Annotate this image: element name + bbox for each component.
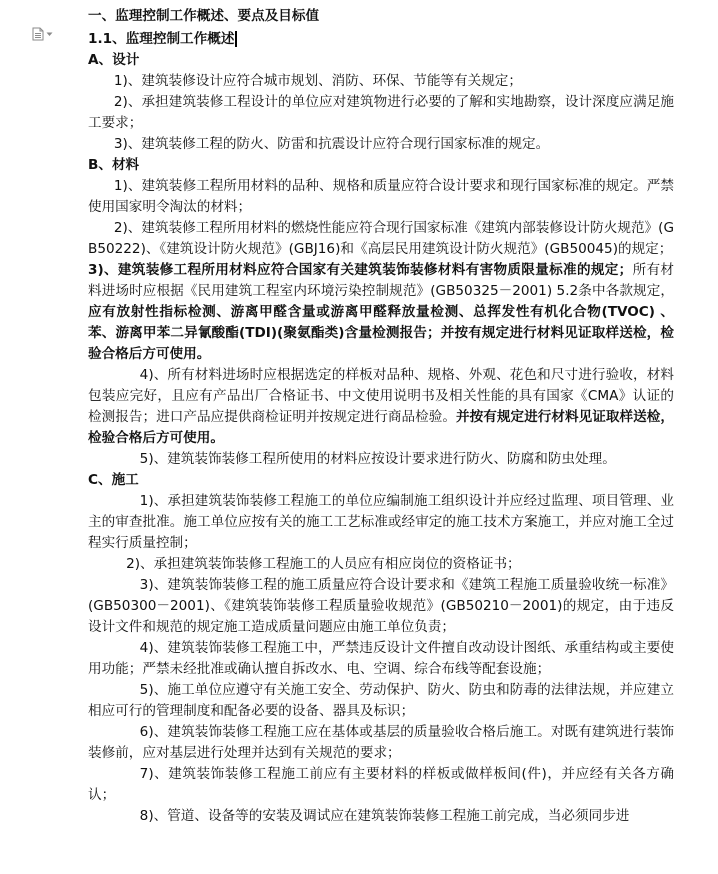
heading-2-text: 1.1、监理控制工作概述 <box>88 30 235 47</box>
page-icon <box>32 27 44 41</box>
materials-item-4 <box>88 365 674 449</box>
heading-1: 一、监理控制工作概述、要点及目标值 <box>88 8 320 24</box>
materials-item-3 <box>88 260 674 365</box>
materials-item-3-bold: 3)、建筑装修工程所用材料应符合国家有关建筑装饰装修材料有害物质限量标准的规定； <box>88 262 633 278</box>
construction-item-7: 7)、建筑装饰装修工程施工前应有主要材料的样板或做样板间(件)，并应经有关各方确认； <box>88 766 674 803</box>
construction-item-2: 2)、承担建筑装饰装修工程施工的人员应有相应岗位的资格证书； <box>126 556 521 572</box>
section-title-construction: C、施工 <box>88 472 139 488</box>
materials-item-4-text: 4)、所有材料进场时应根据选定的样板对品种、规格、外观、花色和尺寸进行验收，材料包装应完好，且应有产品出厂合格证书、中文使用说明书及相关性能的具有国家《CMA》认证的检测报告；进口产品应提供商检证明并按规定进行商品检验。 <box>88 367 674 425</box>
materials-item-5: 5)、建筑装饰装修工程所使用的材料应按设计要求进行防火、防腐和防虫处理。 <box>139 451 616 467</box>
heading-2[interactable] <box>88 28 674 50</box>
materials-item-4-bold: 并按有规定进行材料见证取样送检，检验合格后方可使用。 <box>88 409 675 446</box>
design-item-1: 1)、建筑装修设计应符合城市规划、消防、环保、节能等有关规定； <box>113 73 522 89</box>
construction-item-8: 8)、管道、设备等的安装及调试应在建筑装饰装修工程施工前完成，当必须同步进 <box>139 808 630 824</box>
document-map-icon[interactable] <box>32 27 54 41</box>
materials-item-3-bold-2: 应有放射性指标检测、游离甲醛含量或游离甲醛释放量检测、总挥发性有机化合物(TVOC) 、苯、游离甲苯二异氰酸酯(TDI)(聚氨酯类)含量检测报告；并按有规定进行材料见证取样送检，检验合格后方可使用。 <box>88 304 674 362</box>
document-page <box>88 6 674 827</box>
design-item-3: 3)、建筑装修工程的防火、防雷和抗震设计应符合现行国家标准的规定。 <box>113 136 550 152</box>
design-item-2: 2)、承担建筑装修工程设计的单位应对建筑物进行必要的了解和实地勘察，设计深度应满足施工要求； <box>88 94 674 131</box>
construction-item-4: 4)、建筑装饰装修工程施工中，严禁违反设计文件擅自改动设计图纸、承重结构或主要使用功能；严禁未经批准或确认擅自拆改水、电、空调、综合布线等配套设施； <box>88 640 674 677</box>
section-title-design: A、设计 <box>88 52 140 68</box>
construction-item-6: 6)、建筑装饰装修工程施工应在基体或基层的质量验收合格后施工。对既有建筑进行装饰装修前，应对基层进行处理并达到有关规范的要求； <box>88 724 674 761</box>
chevron-down-icon <box>46 32 53 37</box>
construction-item-1: 1)、承担建筑装饰装修工程施工的单位应编制施工组织设计并应经过监理、项目管理、业主的审查批准。施工单位应按有关的施工工艺标准或经审定的施工技术方案施工，并应对施工全过程实行质量控制； <box>88 493 674 551</box>
materials-item-2: 2)、建筑装修工程所用材料的燃烧性能应符合现行国家标准《建筑内部装修设计防火规范》(GB50222)、《建筑设计防火规范》(GBJ16)和《高层民用建筑设计防火规范》(GB50045)的规定； <box>88 220 674 257</box>
text-cursor <box>235 31 237 47</box>
construction-item-3: 3)、建筑装饰装修工程的施工质量应符合设计要求和《建筑工程施工质量验收统一标准》(GB50300－2001)、《建筑装饰装修工程质量验收规范》(GB50210－2001)的规定，由于违反设计文件和规范的规定施工造成质量问题应由施工单位负责； <box>88 577 674 635</box>
section-title-materials: B、材料 <box>88 157 140 173</box>
materials-item-1: 1)、建筑装修工程所用材料的品种、规格和质量应符合设计要求和现行国家标准的规定。严禁使用国家明令淘汰的材料； <box>88 178 674 215</box>
construction-item-5: 5)、施工单位应遵守有关施工安全、劳动保护、防火、防虫和防毒的法律法规，并应建立相应可行的管理制度和配备必要的设备、器具及标识； <box>88 682 674 719</box>
materials-item-3-text: 所有材料进场时应根据《民用建筑工程室内环境污染控制规范》(GB50325－2001) 5.2条中各款规定， <box>88 262 674 299</box>
